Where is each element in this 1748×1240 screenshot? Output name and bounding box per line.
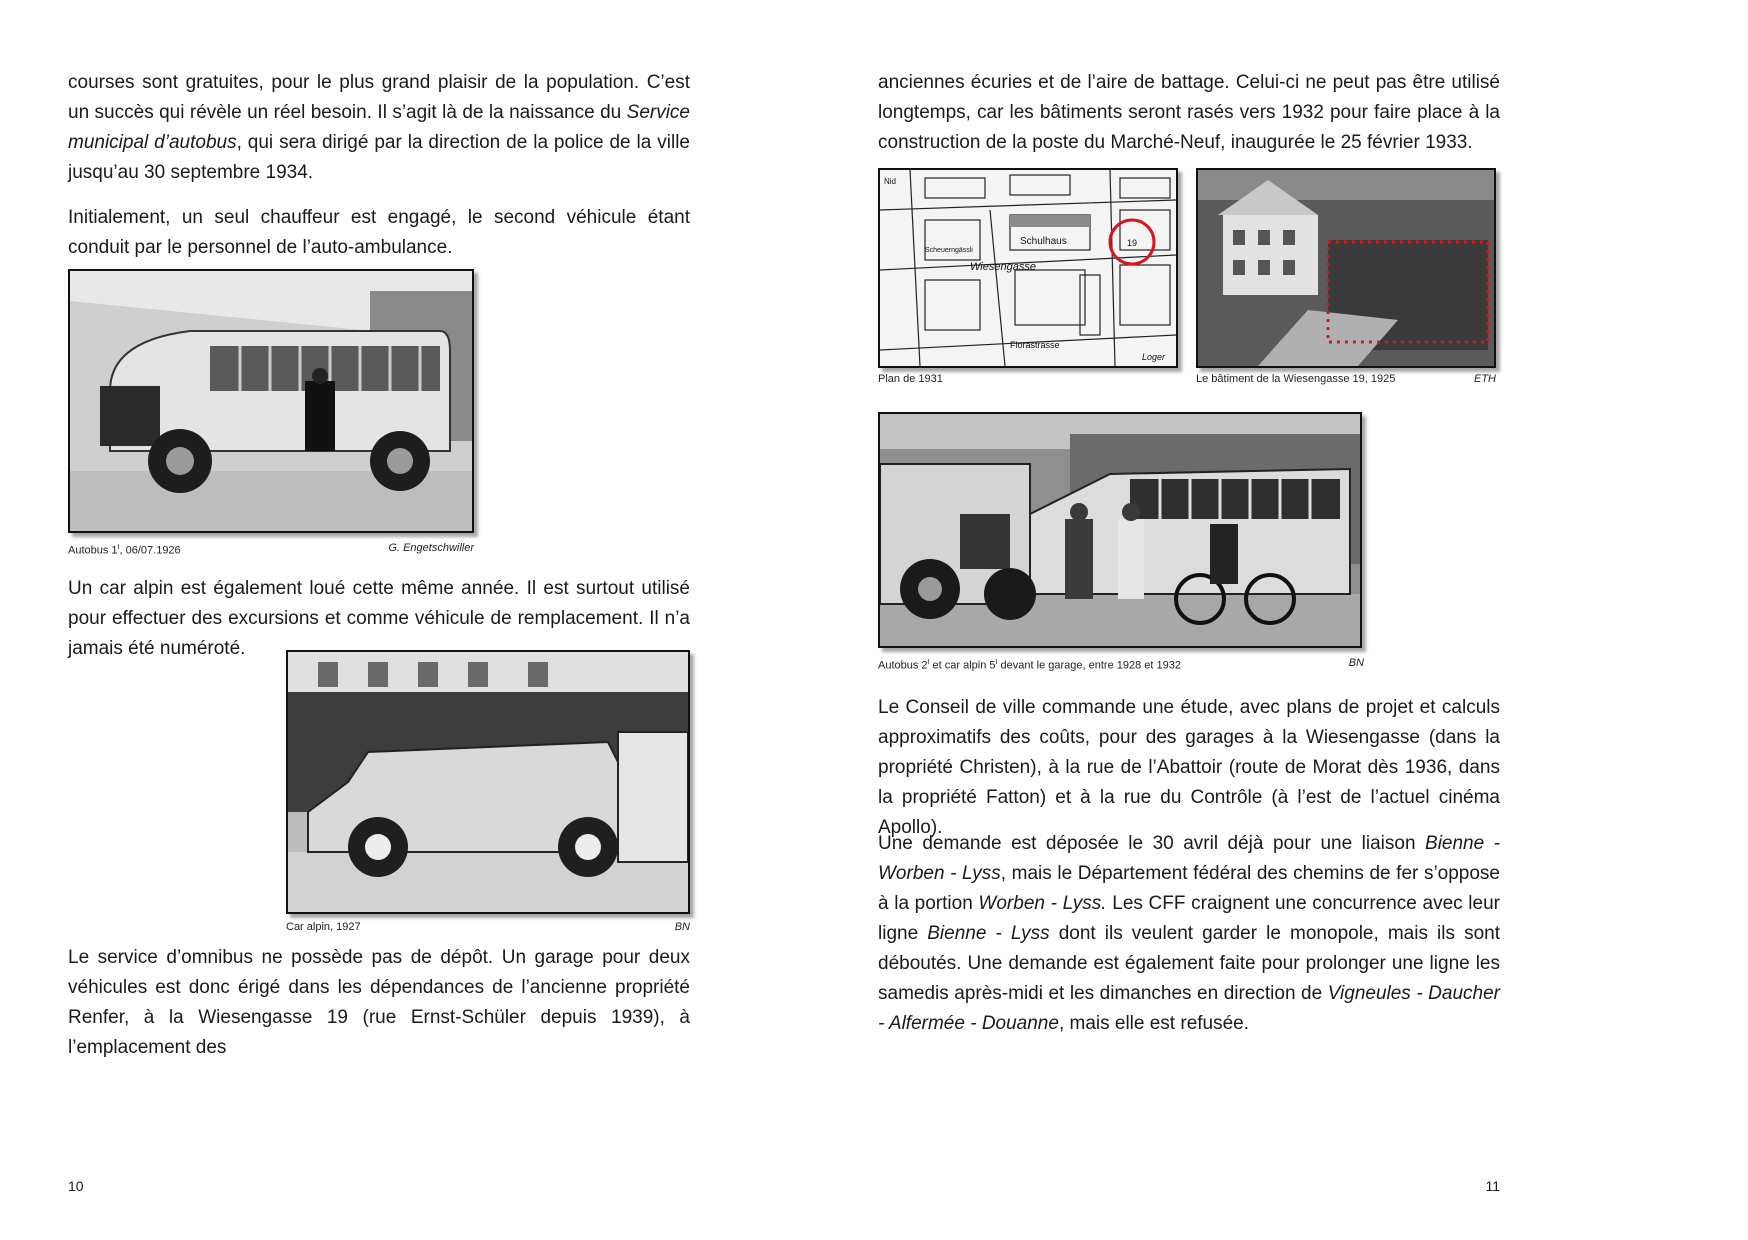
wiesengasse-photo-image [1198,170,1494,366]
photo-autobus-1 [68,269,474,533]
svg-text:Nid: Nid [884,177,897,186]
photo-credit: BN [1348,657,1364,669]
photo-car-alpin [286,650,690,914]
svg-text:Schulhaus: Schulhaus [1020,236,1067,247]
photo-credit: BN [674,921,690,933]
right-paragraph-1: anciennes écuries et de l’aire de battage. Celui-ci ne peut pas être utilisé longtemps, car les bâtiments seront rasés vers 1932 pour faire place à la construction de la poste du Marché-Neuf, inaugurée le 25 février 1933. [878,72,1500,153]
map-image [880,170,1176,366]
page-number-left: 10 [68,1178,84,1194]
map-1931 [878,168,1178,368]
photo-car-alpin-caption: Car alpin, 1927 BN [286,921,690,933]
left-paragraph-1: courses sont gratuites, pour le plus grand plaisir de la population. C’est un succès qui révèle un réel besoin. Il s’agit là de la naissance du Service municipal d’autobus, qui sera dirigé par la direction de la police de la ville jusqu’au 30 septembre 1934. [68,72,690,183]
autobus-photo-image [70,271,472,531]
right-paragraph-2: Le Conseil de ville commande une étude, avec plans de projet et calculs approximatifs des coûts, pour des garages à la Wiesengasse (dans la propriété Christen), à la rue de l’Abattoir (route de Morat dès 1936, dans la propriété Fatton) et à la rue du Contrôle (à l’est de l’actuel cinéma Apollo). [878,697,1500,838]
left-paragraph-4: Le service d’omnibus ne possède pas de dépôt. Un garage pour deux véhicules est donc érigé dans les dépendances de l’ancienne propriété Renfer, à la Wiesengasse 19 (rue Ernst-Schüler depuis 1939), à l’emplacement des [68,947,690,1058]
photo-garage-caption: Autobus $2^I$ et car alpin $5^I$ devant le garage, entre 1928 et 1932 BN [878,657,1364,672]
photo-wiesengasse-19 [1196,168,1496,368]
photo-autobus-1-caption: Autobus $1^I$, 06/07.1926 G. Engetschwiller [68,542,474,557]
left-paragraph-3: Un car alpin est également loué cette même année. Il est surtout utilisé pour effectuer des excursions et comme véhicule de remplacement. Il n’a jamais été numéroté. [68,578,690,659]
photo-wiesengasse-caption: Le bâtiment de la Wiesengasse 19, 1925 ETH [1196,373,1496,385]
garage-photo-image [880,414,1360,646]
photo-credit: ETH [1474,373,1496,385]
svg-text:Wiesengasse: Wiesengasse [970,261,1036,273]
map-caption: Plan de 1931 [878,373,943,385]
svg-text:19: 19 [1126,238,1138,248]
right-paragraph-3: Une demande est déposée le 30 avril déjà pour une liaison Bienne - Worben - Lyss, mais le Département fédéral des chemins de fer s’oppose à la portion Worben - Lyss. Les CFF craignent une concurrence avec leur ligne Bienne - Lyss dont ils veulent garder le monopole, mais ils sont déboutés. Une demande est également faite pour prolonger une ligne les samedis après-midi et les dimanches en direction de Vigneules - Daucher - Alfermée - Douanne, mais elle est refusée. [878,833,1500,1034]
car-alpin-photo-image [288,652,688,912]
right-page [874,0,1748,1240]
svg-text:Florastrasse: Florastrasse [1010,340,1060,350]
photo-credit: G. Engetschwiller [388,542,474,554]
photo-garage [878,412,1362,648]
left-paragraph-2: Initialement, un seul chauffeur est engagé, le second véhicule étant conduit par le personnel de l’auto-ambulance. [68,207,690,258]
svg-text:Loger: Loger [1142,352,1166,362]
svg-text:Scheuerngässli: Scheuerngässli [925,247,973,254]
page-number-right: 11 [1485,1178,1500,1194]
